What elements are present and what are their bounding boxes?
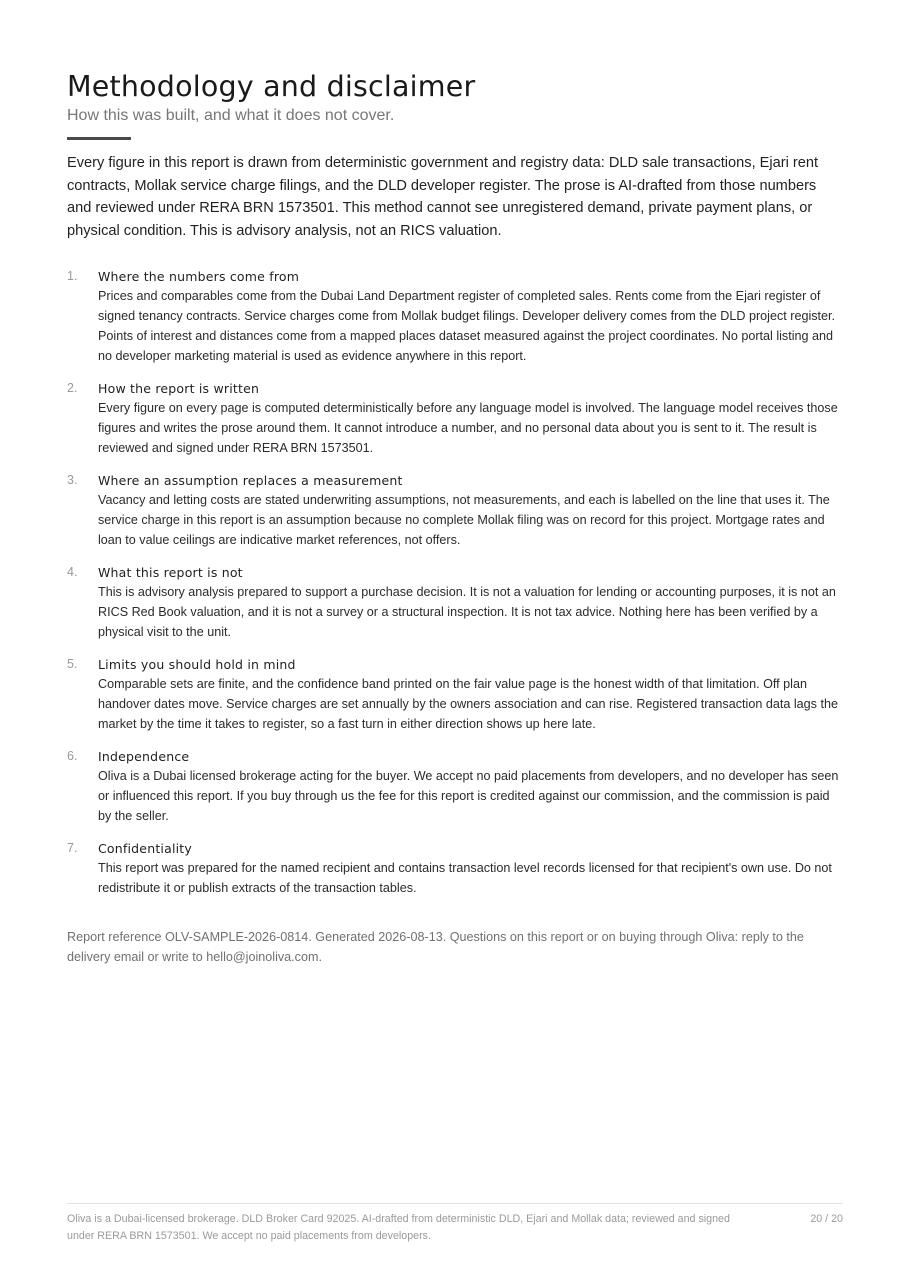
lead-paragraph: Every figure in this report is drawn from deterministic government and registry data: DLD sale transactions, Ejari rent contracts, Mollak service charge filings, and the DLD developer register. The prose is AI-drafted from those numbers and reviewed under RERA BRN 1573501. This method cannot see unregistered demand, private payment plans, or physical condition. This is advisory analysis, not an RICS valuation. [67,155,819,239]
section-heading: Limits you should hold in mind [98,657,296,672]
section-heading: Where an assumption replaces a measurement [98,473,403,488]
section-number: 1. [67,269,78,283]
section-number: 5. [67,657,78,671]
section-body: Prices and comparables come from the Dubai Land Department register of completed sales. Rents come from the Ejari register of signed tenancy contracts. Service charges come from Mollak budget filings. Developer delivery comes from the DLD project register. Points of interest and distances come from a mapped places dataset measured against the project coordinates. No portal listing and no developer marketing material is used as evidence anywhere in this report. [98,289,836,363]
section-body: Oliva is a Dubai licensed brokerage acting for the buyer. We accept no paid placements from developers, and no developer has seen or influenced this report. If you buy through us the fee for this report is credited against our commission, and the commission is paid by the seller. [98,769,839,823]
section-heading: Confidentiality [98,841,192,856]
footer-divider [67,1203,843,1204]
report-reference: Report reference OLV-SAMPLE-2026-0814. Generated 2026-08-13. Questions on this report or on buying through Oliva: reply to the delivery email or write to hello@joinoliva.com. [67,930,804,964]
section-number: 4. [67,565,78,579]
footer-disclaimer: Oliva is a Dubai-licensed brokerage. DLD Broker Card 92025. AI-drafted from deterministic DLD, Ejari and Mollak data; reviewed and signed under RERA BRN 1573501. We accept no paid placements from developers. [67,1213,730,1242]
page-subtitle: How this was built, and what it does not cover. [67,107,395,124]
title-divider [67,137,131,140]
section-item [67,472,843,550]
section-item [67,748,843,826]
section-body: This is advisory analysis prepared to support a purchase decision. It is not a valuation for lending or accounting purposes, it is not an RICS Red Book valuation, and it is not a survey or a structural inspection. It is not tax advice. Nothing here has been verified by a physical visit to the unit. [98,585,836,639]
section-item [67,564,843,642]
section-item [67,268,843,366]
section-heading: Where the numbers come from [98,269,300,284]
section-item [67,380,843,458]
section-body: Vacancy and letting costs are stated underwriting assumptions, not measurements, and each is labelled on the line that uses it. The service charge in this report is an assumption because no complete Mollak filing was on record for this project. Mortgage rates and loan to value ceilings are indicative market references, not offers. [98,493,830,547]
section-number: 7. [67,841,78,855]
section-number: 2. [67,381,78,395]
section-body: Comparable sets are finite, and the confidence band printed on the fair value page is the honest width of that limitation. Off plan handover dates move. Service charges are set annually by the owners association and can rise. Registered transaction data lags the market by the time it takes to register, so a fast turn in either direction shows up here late. [98,677,838,731]
section-body: Every figure on every page is computed deterministically before any language model is involved. The language model receives those figures and writes the prose around them. It cannot introduce a number, and no personal data about you is sent to it. The result is reviewed and signed under RERA BRN 1573501. [98,401,838,455]
section-number: 6. [67,749,78,763]
section-number: 3. [67,473,78,487]
methodology-sections [67,268,843,898]
section-body: This report was prepared for the named recipient and contains transaction level records licensed for that recipient's own use. Do not redistribute it or publish extracts of the transaction tables. [98,861,832,895]
page-number: 20 / 20 [810,1213,843,1225]
section-item [67,656,843,734]
section-heading: How the report is written [98,381,260,396]
page-title: Methodology and disclaimer [67,70,476,103]
section-heading: Independence [98,749,190,764]
section-item [67,840,843,898]
section-heading: What this report is not [98,565,243,580]
